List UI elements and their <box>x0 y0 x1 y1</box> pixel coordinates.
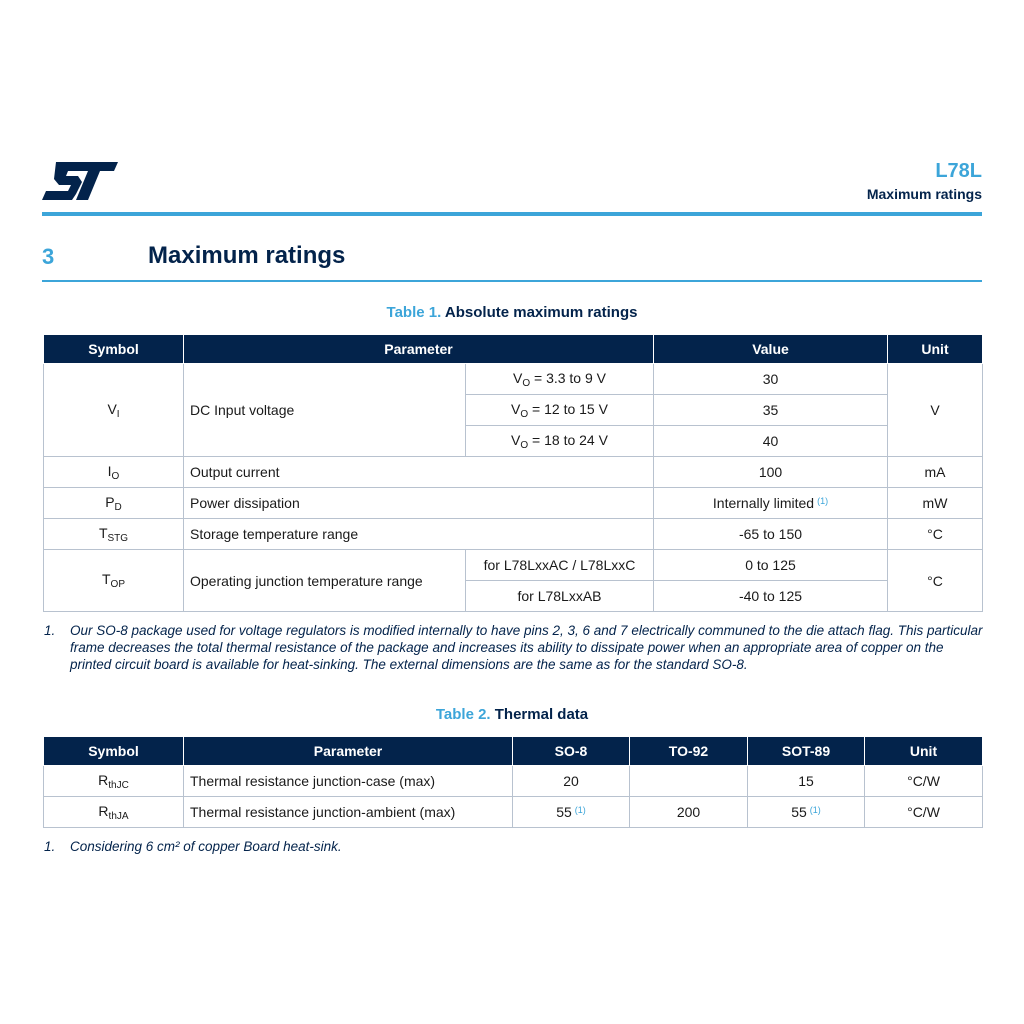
symbol-text: T <box>101 571 111 587</box>
header-so8: SO-8 <box>513 737 630 766</box>
parameter-cell: DC Input voltage <box>184 364 466 457</box>
table1-caption-number: Table 1. <box>386 304 442 321</box>
header-unit: Unit <box>888 335 983 364</box>
condition-subscript: O <box>520 408 529 420</box>
condition-text: = 12 to 15 V <box>528 400 608 417</box>
value-cell: 40 <box>654 426 888 457</box>
parameter-cell: Thermal resistance junction-case (max) <box>184 766 513 797</box>
unit-cell: °C <box>888 550 983 612</box>
so8-cell <box>513 797 630 828</box>
table-row <box>44 766 983 797</box>
symbol-text: R <box>98 771 109 788</box>
symbol-cell <box>44 550 184 612</box>
unit-cell: °C <box>888 519 983 550</box>
table1-caption-title: Absolute maximum ratings <box>444 304 638 321</box>
condition-subscript: O <box>520 439 529 451</box>
header-value: Value <box>654 335 888 364</box>
so8-cell: 20 <box>513 766 630 797</box>
header-symbol: Symbol <box>44 737 184 766</box>
value-cell: 0 to 125 <box>654 550 888 581</box>
section-rule <box>42 280 982 282</box>
symbol-subscript: D <box>114 501 122 513</box>
symbol-cell <box>44 364 184 457</box>
condition-text: = 18 to 24 V <box>528 431 608 448</box>
symbol-cell <box>44 797 184 828</box>
value-cell: 35 <box>654 395 888 426</box>
unit-cell: mW <box>888 488 983 519</box>
condition-cell: for L78LxxAB <box>466 581 654 612</box>
footnote-text: Considering 6 cm² of copper Board heat-sink. <box>70 839 342 854</box>
condition-cell: for L78LxxAC / L78LxxC <box>466 550 654 581</box>
symbol-cell <box>44 488 184 519</box>
footnote-text: Our SO-8 package used for voltage regulators is modified internally to have pins 2, 3, 6 and 7 electrically communed to the die attach flag. This particular frame decreases the total thermal resistance of the package and increases its ability to dissipate power when an appropriate area of copper on the printed circuit board is available for heat-sinking. The external dimensions are the same as for the standard SO-8. <box>70 623 983 672</box>
condition-symbol: V <box>512 369 523 386</box>
section-number: 3 <box>42 244 55 269</box>
table2-caption <box>0 706 1024 723</box>
value-text: Internally limited <box>712 495 815 511</box>
condition-symbol: V <box>511 400 521 417</box>
value-cell: -65 to 150 <box>654 519 888 550</box>
header-parameter: Parameter <box>184 335 654 364</box>
symbol-subscript: STG <box>107 532 129 544</box>
symbol-subscript: thJC <box>108 779 129 791</box>
table-row <box>44 457 983 488</box>
table-row <box>44 797 983 828</box>
header-symbol: Symbol <box>44 335 184 364</box>
symbol-cell <box>44 519 184 550</box>
to92-cell: 200 <box>630 797 748 828</box>
symbol-subscript: OP <box>110 579 125 590</box>
footnote-ref[interactable]: (1) <box>817 496 829 506</box>
parameter-cell: Operating junction temperature range <box>184 550 466 612</box>
condition-cell <box>466 426 654 457</box>
value-cell: 100 <box>654 457 888 488</box>
condition-cell <box>466 364 654 395</box>
table-header-row <box>44 335 983 364</box>
symbol-text: R <box>98 802 109 819</box>
symbol-text: P <box>105 493 115 510</box>
symbol-subscript: O <box>111 470 120 482</box>
condition-text: = 3.3 to 9 V <box>530 369 606 386</box>
value-cell: -40 to 125 <box>654 581 888 612</box>
st-logo <box>42 160 118 202</box>
symbol-subscript: I <box>116 408 120 420</box>
table1-caption <box>0 304 1024 321</box>
table-row <box>44 550 983 581</box>
value-cell <box>654 488 888 519</box>
value-text: 55 <box>791 804 807 820</box>
unit-cell: °C/W <box>865 766 983 797</box>
parameter-cell: Storage temperature range <box>184 519 654 550</box>
unit-cell: mA <box>888 457 983 488</box>
symbol-subscript: thJA <box>108 810 129 822</box>
symbol-text: V <box>107 400 117 417</box>
header-to92: TO-92 <box>630 737 748 766</box>
condition-cell <box>466 395 654 426</box>
condition-symbol: V <box>511 431 521 448</box>
thermal-data-table <box>43 736 983 828</box>
unit-cell: °C/W <box>865 797 983 828</box>
section-title: Maximum ratings <box>148 242 346 269</box>
value-cell: 30 <box>654 364 888 395</box>
footnote-number: 1. <box>44 623 56 638</box>
symbol-text: I <box>107 462 112 479</box>
condition-subscript: O <box>522 377 531 389</box>
footnote-ref[interactable]: (1) <box>574 805 586 815</box>
unit-cell: V <box>888 364 983 457</box>
symbol-text: T <box>98 524 108 541</box>
table-row <box>44 488 983 519</box>
header-rule <box>42 212 982 216</box>
parameter-cell: Output current <box>184 457 654 488</box>
header-parameter: Parameter <box>184 737 513 766</box>
footnote-ref[interactable]: (1) <box>809 805 821 815</box>
document-title: L78L <box>935 160 982 182</box>
parameter-cell: Power dissipation <box>184 488 654 519</box>
table-header-row <box>44 737 983 766</box>
sot89-cell: 15 <box>748 766 865 797</box>
table2-caption-title: Thermal data <box>494 706 589 723</box>
footnote-number: 1. <box>44 839 56 854</box>
document-subtitle: Maximum ratings <box>866 186 982 202</box>
header-unit: Unit <box>865 737 983 766</box>
table2-caption-number: Table 2. <box>435 706 491 723</box>
table-row <box>44 364 983 395</box>
symbol-cell <box>44 766 184 797</box>
value-text: 55 <box>556 804 572 820</box>
table2-footnote <box>44 838 984 855</box>
absolute-max-ratings-table <box>43 334 983 612</box>
to92-cell <box>630 766 748 797</box>
parameter-cell: Thermal resistance junction-ambient (max) <box>184 797 513 828</box>
table-row <box>44 519 983 550</box>
sot89-cell <box>748 797 865 828</box>
table1-footnote <box>44 622 984 673</box>
symbol-cell <box>44 457 184 488</box>
header-sot89: SOT-89 <box>748 737 865 766</box>
